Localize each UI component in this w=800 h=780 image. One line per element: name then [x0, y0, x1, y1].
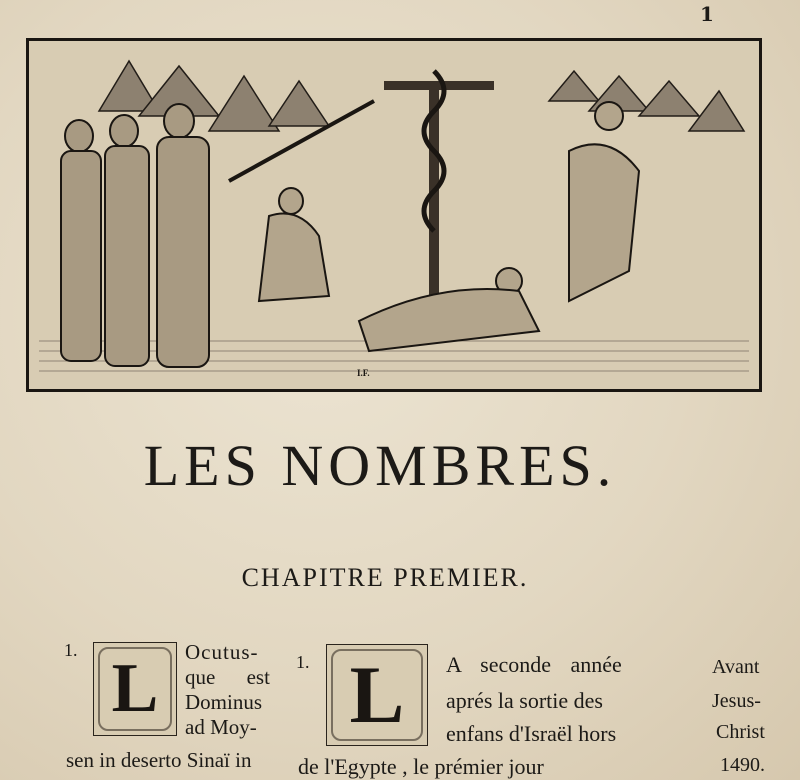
- french-line-1: A seconde année: [446, 652, 622, 677]
- latin-line-3: Dominus: [185, 690, 263, 714]
- french-line-2: aprés la sortie des: [446, 688, 603, 713]
- french-drop-cap: [326, 644, 428, 746]
- margin-line-3: Christ: [716, 721, 765, 743]
- latin-line-5: sen in deserto Sinaï in: [66, 748, 252, 772]
- french-line-3: enfans d'Israël hors: [446, 721, 617, 746]
- svg-text:I.F.: I.F.: [357, 368, 370, 378]
- book-title: LES NOMBRES.: [143, 433, 617, 498]
- latin-line-4: ad Moy-: [185, 715, 257, 739]
- latin-verse-number: 1.: [64, 640, 78, 660]
- latin-line-1: Ocutus-: [185, 640, 259, 664]
- drop-cap-letter: L: [349, 649, 405, 740]
- chapter-heading: CHAPITRE PREMIER.: [241, 563, 529, 592]
- brazen-serpent-woodcut-icon: [29, 41, 759, 389]
- french-verse-number: 1.: [296, 652, 310, 672]
- margin-line-4: 1490.: [720, 754, 765, 776]
- page-number: 1: [700, 2, 714, 26]
- latin-line-2: que est: [185, 665, 270, 689]
- woodcut-illustration: [26, 38, 762, 392]
- latin-drop-cap: [93, 642, 177, 736]
- drop-cap-letter: L: [111, 650, 159, 727]
- french-line-4: de l'Egypte , le prémier jour: [298, 754, 544, 779]
- margin-line-2: Jesus-: [712, 690, 761, 712]
- margin-line-1: Avant: [712, 656, 760, 678]
